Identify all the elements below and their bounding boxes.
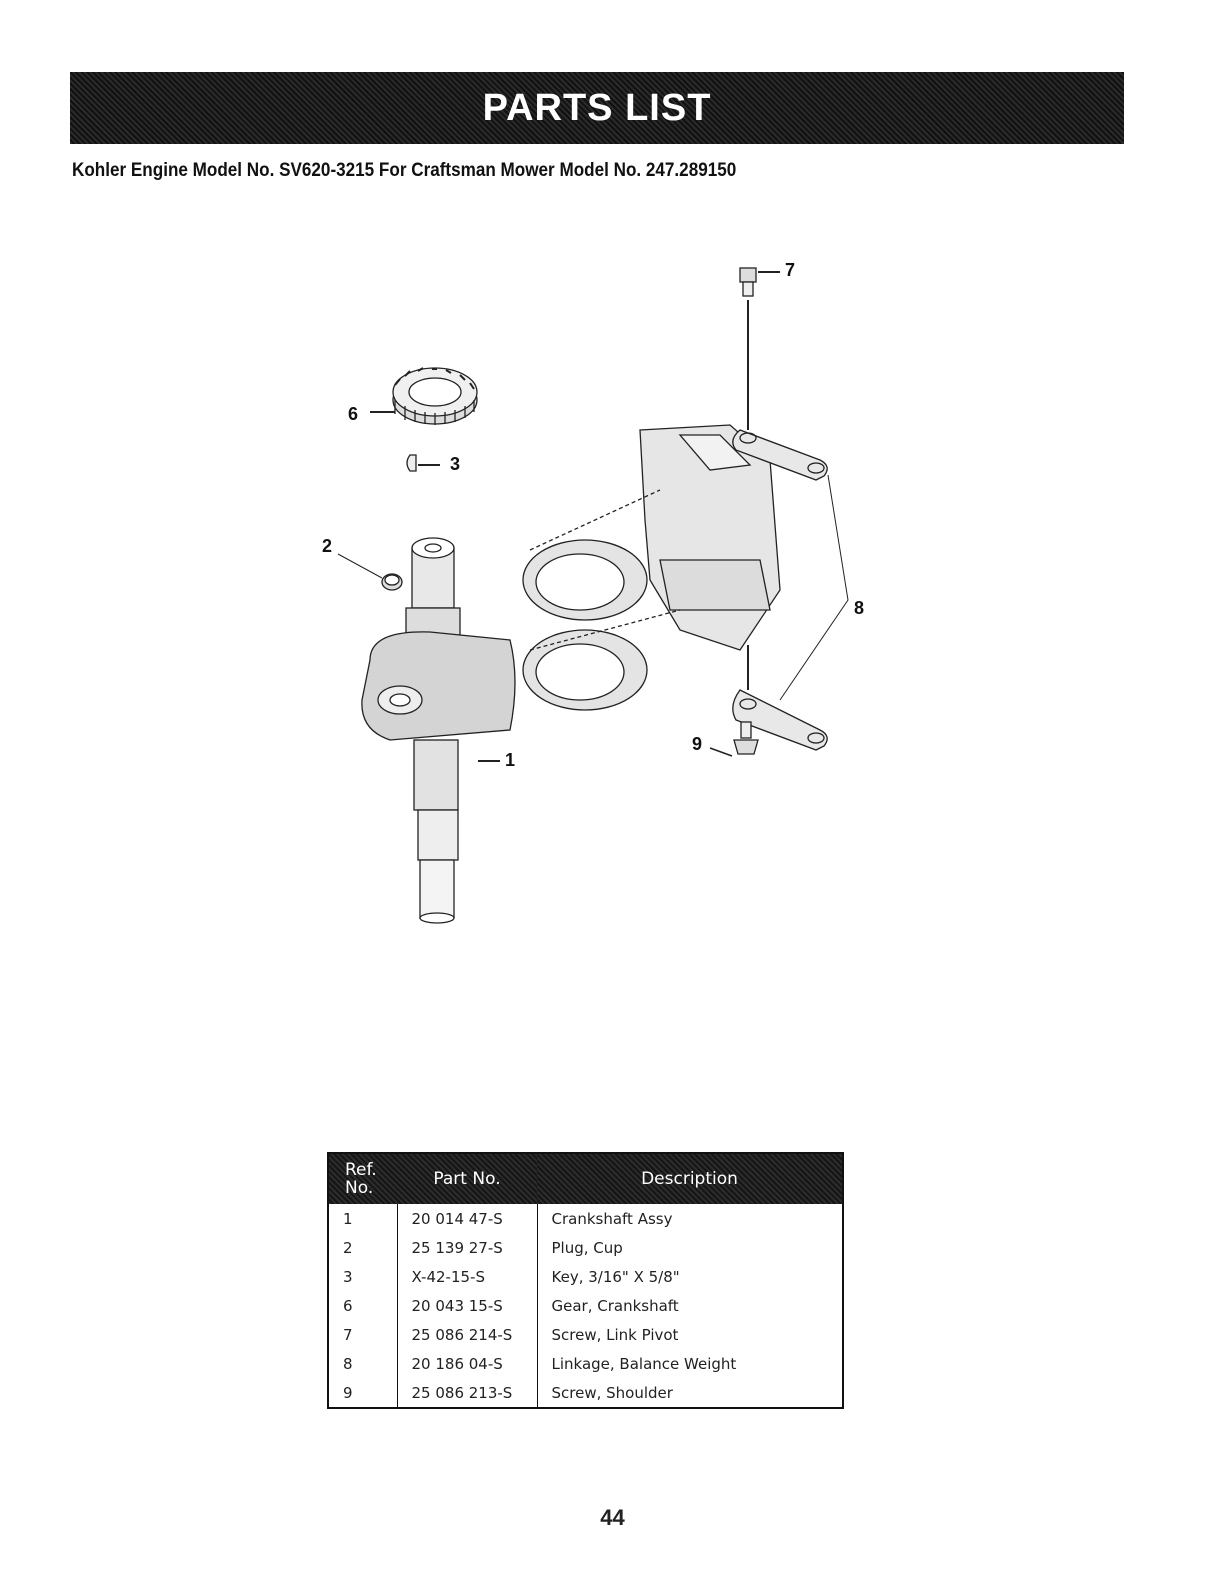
callout-1: 1 bbox=[505, 750, 516, 770]
header-part-no: Part No. bbox=[397, 1153, 537, 1204]
table-row bbox=[328, 1378, 843, 1408]
screw-link-pivot-drawing bbox=[740, 268, 756, 296]
callout-3: 3 bbox=[450, 454, 461, 474]
cell-description: Crankshaft Assy bbox=[537, 1204, 843, 1233]
key-drawing bbox=[407, 455, 416, 471]
table-row bbox=[328, 1320, 843, 1349]
cell-description: Plug, Cup bbox=[537, 1233, 843, 1262]
gear-crankshaft-drawing bbox=[393, 368, 477, 425]
parts-table bbox=[327, 1152, 844, 1409]
table-header-row bbox=[328, 1153, 843, 1204]
callout-6: 6 bbox=[348, 404, 359, 424]
cell-ref: 1 bbox=[343, 1209, 353, 1228]
cell-ref: 9 bbox=[343, 1383, 353, 1402]
cell-part-no: 20 014 47-S bbox=[397, 1204, 537, 1233]
cell-description: Gear, Crankshaft bbox=[537, 1291, 843, 1320]
header-ref-line2: No. bbox=[345, 1178, 374, 1198]
parts-illustration bbox=[300, 260, 900, 940]
cell-description: Screw, Shoulder bbox=[537, 1378, 843, 1408]
page-number: 44 bbox=[600, 1505, 625, 1530]
cell-part-no: X-42-15-S bbox=[397, 1262, 537, 1291]
callout-8: 8 bbox=[854, 598, 865, 618]
table-row bbox=[328, 1204, 843, 1233]
header-ref-no bbox=[328, 1153, 397, 1204]
cell-ref: 3 bbox=[343, 1267, 353, 1286]
title-banner bbox=[70, 72, 1124, 144]
cell-ref: 6 bbox=[343, 1296, 353, 1315]
table-row bbox=[328, 1349, 843, 1378]
cell-description: Linkage, Balance Weight bbox=[537, 1349, 843, 1378]
balance-weight-housing-drawing bbox=[523, 425, 780, 710]
table-row bbox=[328, 1291, 843, 1320]
table-row bbox=[328, 1233, 843, 1262]
cell-part-no: 25 139 27-S bbox=[397, 1233, 537, 1262]
cell-part-no: 25 086 213-S bbox=[397, 1378, 537, 1408]
cell-part-no: 25 086 214-S bbox=[397, 1320, 537, 1349]
page-title: PARTS LIST bbox=[482, 86, 712, 129]
cell-description: Key, 3/16" X 5/8" bbox=[537, 1262, 843, 1291]
cell-ref: 7 bbox=[343, 1325, 353, 1344]
header-ref-line1: Ref. bbox=[345, 1160, 377, 1180]
cell-part-no: 20 186 04-S bbox=[397, 1349, 537, 1378]
model-subtitle: Kohler Engine Model No. SV620-3215 For Craftsman Mower Model No. 247.289150 bbox=[72, 160, 737, 181]
callout-7: 7 bbox=[785, 260, 796, 280]
callout-9: 9 bbox=[692, 734, 703, 754]
cell-ref: 2 bbox=[343, 1238, 353, 1257]
cell-part-no: 20 043 15-S bbox=[397, 1291, 537, 1320]
exploded-parts-diagram bbox=[300, 260, 900, 940]
cell-ref: 8 bbox=[343, 1354, 353, 1373]
table-row bbox=[328, 1262, 843, 1291]
crankshaft-drawing bbox=[362, 538, 515, 923]
cell-description: Screw, Link Pivot bbox=[537, 1320, 843, 1349]
callout-2: 2 bbox=[322, 536, 333, 556]
header-description: Description bbox=[537, 1153, 843, 1204]
